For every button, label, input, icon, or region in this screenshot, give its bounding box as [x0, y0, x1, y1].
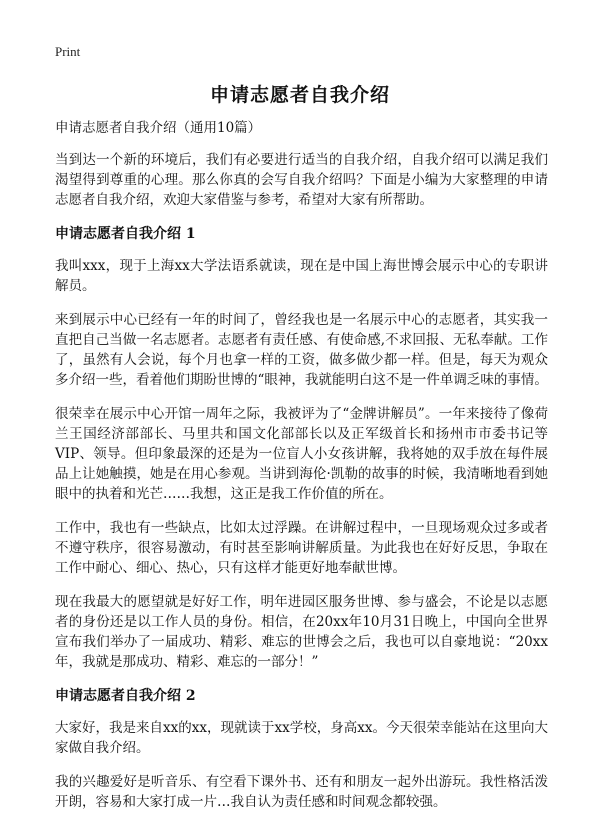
page-title: 申请志愿者自我介绍	[209, 84, 390, 106]
paragraph: 我叫xxx，现于上海xx大学法语系就读，现在是中国上海世博会展示中心的专职讲解员。	[55, 258, 548, 294]
paragraph: 现在我最大的愿望就是好好工作，明年进园区服务世博、参与盛会，不论是以志愿者的身份还是以工作人员的身份。相信，在20xx年10月31日晚上，中国向全世界宣布我们举办了一届成功、精彩、难忘的世博会之后，我也可以自豪地说：“20xx年，我就是那成功、精彩、难忘的一部分！”	[55, 594, 548, 670]
section-heading-2: 申请志愿者自我介绍 2	[55, 688, 196, 704]
intro-paragraph: 当到达一个新的环境后，我们有必要进行适当的自我介绍，自我介绍可以满足我们渴望得到尊重的心理。那么你真的会写自我介绍吗？下面是小编为大家整理的申请志愿者自我介绍，欢迎大家借鉴与参考，希望对大家有所帮助。	[55, 152, 548, 208]
paragraph: 大家好，我是来自xx的xx，现就读于xx学校，身高xx。今天很荣幸能站在这里向大家做自我介绍。	[55, 720, 548, 756]
document-subtitle: 申请志愿者自我介绍（通用10篇）	[55, 120, 262, 136]
section-heading-1: 申请志愿者自我介绍 1	[55, 226, 196, 242]
paragraph: 工作中，我也有一些缺点，比如太过浮躁。在讲解过程中，一旦现场观众过多或者不遵守秩序，很容易激动，有时甚至影响讲解质量。为此我也在好好反思，争取在工作中耐心、细心、热心，只有这样才能更好地奉献世博。	[55, 520, 548, 576]
paragraph: 来到展示中心已经有一年的时间了，曾经我也是一名展示中心的志愿者，其实我一直把自己当做一名志愿者。志愿者有责任感、有使命感,不求回报、无私奉献。工作了，虽然有人会说，每个月也拿一样的工资，做多做少都一样。但是，每天为观众多介绍一些，看着他们期盼世博的“眼神，我就能明白这不是一件单调乏味的事情。	[55, 312, 548, 388]
print-link[interactable]: Print	[55, 44, 81, 59]
paragraph: 我的兴趣爱好是听音乐、有空看下课外书、还有和朋友一起外出游玩。我性格活泼开朗，容易和大家打成一片…我自认为责任感和时间观念都较强。	[55, 774, 548, 810]
document-body	[55, 118, 548, 826]
paragraph: 很荣幸在展示中心开馆一周年之际，我被评为了“金牌讲解员”。一年来接待了像荷兰王国经济部部长、马里共和国文化部部长以及正军级首长和扬州市市委书记等VIP、领导。但印象最深的还是为一位盲人小女孩讲解，我将她的双手放在每件展品上让她触摸，她是在用心参观。当讲到海伦·凯勒的故事的时候，我清晰地看到她眼中的执着和光芒……我想，这正是我工作价值的所在。	[55, 406, 548, 502]
